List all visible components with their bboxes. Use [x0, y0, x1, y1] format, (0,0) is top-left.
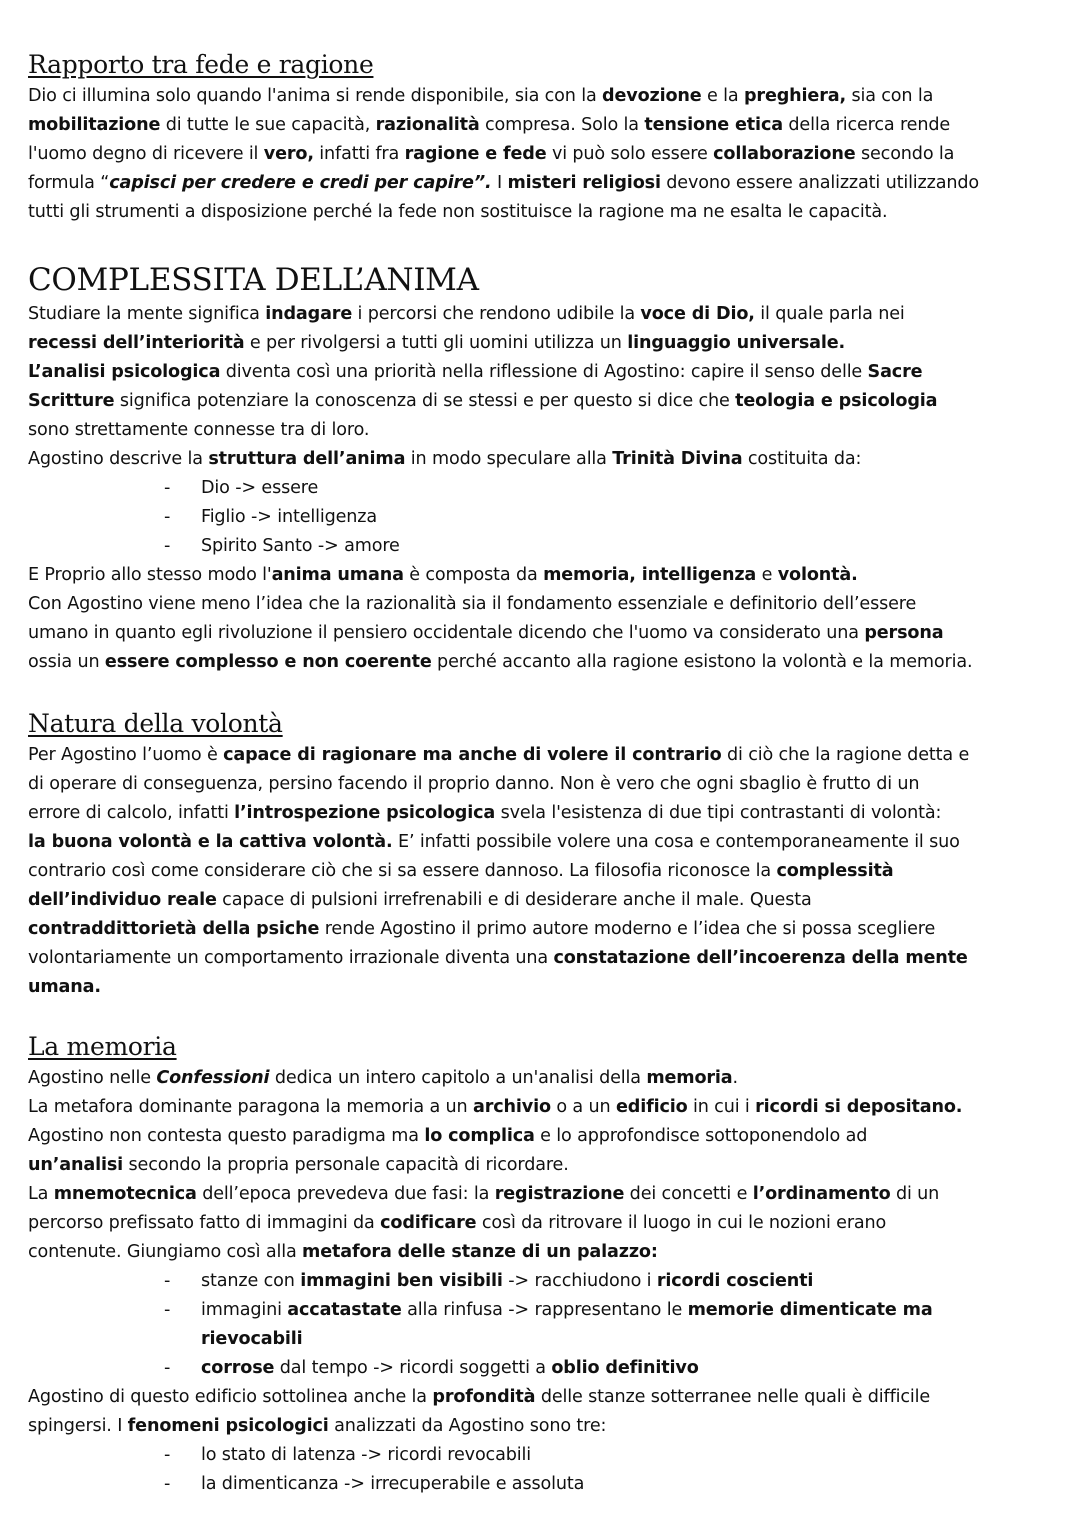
text-run: così da ritrovare il luogo in cui le nozioni erano — [476, 1213, 887, 1233]
text-run: Figlio -> intelligenza — [201, 507, 377, 527]
text-run: umano in quanto egli rivoluzione il pensiero occidentale dicendo che l'uomo va considerato una — [28, 623, 865, 643]
text-line — [28, 82, 1058, 111]
text-run: e — [756, 565, 778, 585]
bold-text: razionalità — [375, 115, 480, 135]
text-run: perché accanto alla ragione esistono la volontà e la memoria. — [431, 652, 973, 672]
text-run: e la — [701, 86, 744, 106]
bold-text: Scritture — [28, 391, 115, 411]
text-run: Dio -> essere — [201, 478, 319, 498]
text-run: dedica un intero capitolo a un'analisi della — [269, 1068, 647, 1088]
bold-text: capace di ragionare ma anche di volere il contrario — [223, 745, 722, 765]
text-run: o a un — [550, 1097, 616, 1117]
text-run: La metafora dominante paragona la memoria a un — [28, 1097, 474, 1117]
heading-fede-ragione: Rapporto tra fede e ragione — [28, 50, 374, 79]
text-run: alla rinfusa -> rappresentano le — [401, 1300, 688, 1320]
bold-text: misteri religiosi — [507, 173, 661, 193]
bold-text: memorie dimenticate ma — [687, 1300, 933, 1320]
text-run: Agostino nelle — [28, 1068, 157, 1088]
document-page — [28, 48, 1058, 1499]
text-line — [28, 770, 1058, 799]
text-run: percorso prefissato fatto di immagini da — [28, 1213, 381, 1233]
bold-text: mobilitazione — [28, 115, 161, 135]
bold-text: profondità — [432, 1387, 536, 1407]
bold-text: voce di Dio, — [640, 304, 755, 324]
text-run: Agostino di questo edificio sottolinea anche la — [28, 1387, 433, 1407]
bold-text: metafora delle stanze di un palazzo: — [302, 1242, 658, 1262]
text-run: E’ infatti possibile volere una cosa e contemporaneamente il suo — [392, 832, 960, 852]
bold-text: accatastate — [287, 1300, 402, 1320]
text-run: sono strettamente connesse tra di loro. — [28, 420, 370, 440]
list-fenomeni-psicologici — [28, 1441, 1058, 1499]
text-line — [28, 828, 1058, 857]
bold-text: L’analisi psicologica — [28, 362, 221, 382]
bold-text: Trinità Divina — [612, 449, 743, 469]
paragraph-fede-ragione — [28, 82, 1058, 227]
text-run: I — [491, 173, 508, 193]
text-line — [28, 619, 1058, 648]
bold-text: persona — [864, 623, 944, 643]
text-line — [28, 169, 1058, 198]
list-item — [28, 1470, 1058, 1499]
bold-text: edificio — [615, 1097, 688, 1117]
dash-bullet-icon: - — [164, 1445, 171, 1465]
text-line — [28, 741, 1058, 770]
text-line — [28, 1180, 1058, 1209]
text-run: La — [28, 1184, 54, 1204]
text-line — [28, 590, 1058, 619]
dash-bullet-icon: - — [164, 1474, 171, 1494]
bold-text: un’analisi — [28, 1155, 124, 1175]
text-run: Dio ci illumina solo quando l'anima si rende disponibile, sia con la — [28, 86, 603, 106]
list-item — [28, 1441, 1058, 1470]
text-run: contrario così come considerare ciò che si sa essere dannoso. La filosofia riconosce la — [28, 861, 777, 881]
text-run: rende Agostino il primo autore moderno e l’idea che si possa scegliere — [319, 919, 936, 939]
bold-text: devozione — [602, 86, 702, 106]
text-line — [28, 140, 1058, 169]
text-run: l'uomo degno di ricevere il — [28, 144, 264, 164]
bold-text: teologia e psicologia — [735, 391, 938, 411]
text-run: contenute. Giungiamo così alla — [28, 1242, 303, 1262]
text-line — [28, 886, 1058, 915]
text-run: E Proprio allo stesso modo l' — [28, 565, 272, 585]
bold-text: ragione e fede — [404, 144, 547, 164]
text-run: Con Agostino viene meno l’idea che la razionalità sia il fondamento essenziale e definitorio dell’essere — [28, 594, 917, 614]
text-line — [28, 329, 1058, 358]
list-item — [28, 1354, 1058, 1383]
text-line — [28, 358, 1058, 387]
bold-text: recessi dell’interiorità — [28, 333, 245, 353]
dash-bullet-icon: - — [164, 1300, 171, 1320]
text-run: il quale parla nei — [754, 304, 905, 324]
text-line — [28, 416, 1058, 445]
bold-text: tensione etica — [644, 115, 783, 135]
text-line — [28, 648, 1058, 677]
text-line — [28, 300, 1058, 329]
bold-text: l’ordinamento — [752, 1184, 891, 1204]
text-line — [28, 111, 1058, 140]
bold-text: constatazione dell’incoerenza della mente — [553, 948, 968, 968]
text-run: Per Agostino l’uomo è — [28, 745, 224, 765]
list-item — [28, 503, 1058, 532]
list-trinita — [28, 474, 1058, 561]
bold-text: lo complica — [424, 1126, 535, 1146]
text-run: ossia un — [28, 652, 105, 672]
text-run: spingersi. I — [28, 1416, 128, 1436]
text-run: delle stanze sotterranee nelle quali è difficile — [535, 1387, 931, 1407]
paragraph-memoria-intro — [28, 1064, 1058, 1267]
bold-text: volontà. — [777, 565, 858, 585]
text-line — [28, 1238, 1058, 1267]
bold-text: Sacre — [867, 362, 923, 382]
bold-text: mnemotecnica — [53, 1184, 197, 1204]
list-stanze-palazzo — [28, 1267, 1058, 1383]
bold-text: struttura dell’anima — [208, 449, 406, 469]
text-run: analizzati da Agostino sono tre: — [328, 1416, 607, 1436]
bold-text: ricordi coscienti — [656, 1271, 814, 1291]
heading-complessita-anima: COMPLESSITA DELL’ANIMA — [28, 262, 479, 298]
text-run: infatti fra — [313, 144, 405, 164]
dash-bullet-icon: - — [164, 1358, 171, 1378]
text-run: i percorsi che rendono udibile la — [352, 304, 641, 324]
text-run: in cui i — [687, 1097, 756, 1117]
paragraph-natura-volonta — [28, 741, 1058, 1002]
bold-text: indagare — [265, 304, 353, 324]
text-line — [28, 857, 1058, 886]
text-run: in modo speculare alla — [405, 449, 613, 469]
text-run: la dimenticanza -> irrecuperabile e assoluta — [201, 1474, 585, 1494]
text-run: errore di calcolo, infatti — [28, 803, 235, 823]
text-run: -> racchiudono i — [502, 1271, 657, 1291]
text-line — [28, 198, 1058, 227]
text-line — [28, 915, 1058, 944]
text-line — [28, 561, 1058, 590]
text-run: di tutte le sue capacità, — [160, 115, 376, 135]
text-run: dei concetti e — [624, 1184, 753, 1204]
text-run: capace di pulsioni irrefrenabili e di desiderare anche il male. Questa — [216, 890, 812, 910]
text-line — [28, 1064, 1058, 1093]
text-run: è composta da — [403, 565, 544, 585]
bold-text: anima umana — [271, 565, 404, 585]
bold-text: dell’individuo reale — [28, 890, 217, 910]
text-run: costituita da: — [742, 449, 862, 469]
bold-text: complessità — [776, 861, 894, 881]
text-line — [28, 973, 1058, 1002]
bold-text: vero, — [263, 144, 314, 164]
text-line — [28, 387, 1058, 416]
bold-text: l’introspezione psicologica — [234, 803, 496, 823]
text-run: di un — [890, 1184, 940, 1204]
text-run: Studiare la mente significa — [28, 304, 266, 324]
text-run: immagini — [201, 1300, 288, 1320]
text-run: Agostino non contesta questo paradigma ma — [28, 1126, 425, 1146]
text-run: e lo approfondisce sottoponendolo ad — [534, 1126, 868, 1146]
text-line — [28, 944, 1058, 973]
bold-italic-text: capisci per credere e credi per capire”. — [109, 173, 492, 193]
bold-italic-text: Confessioni — [156, 1068, 270, 1088]
text-line — [28, 1412, 1058, 1441]
text-line — [28, 1383, 1058, 1412]
text-run: e per rivolgersi a tutti gli uomini utilizza un — [244, 333, 628, 353]
text-run: dell’epoca prevedeva due fasi: la — [196, 1184, 495, 1204]
text-run: formula “ — [28, 173, 110, 193]
text-run: diventa così una priorità nella riflessione di Agostino: capire il senso delle — [220, 362, 868, 382]
text-run: sia con la — [846, 86, 934, 106]
bold-text: memoria, intelligenza — [543, 565, 757, 585]
text-run: secondo la propria personale capacità di ricordare. — [123, 1155, 569, 1175]
list-item — [28, 474, 1058, 503]
bold-text: ricordi si depositano. — [755, 1097, 963, 1117]
dash-bullet-icon: - — [164, 536, 171, 556]
bold-text: oblio definitivo — [551, 1358, 699, 1378]
bold-text: rievocabili — [201, 1329, 303, 1349]
text-run: svela l'esistenza di due tipi contrastanti di volontà: — [495, 803, 942, 823]
paragraph-complessita-anima-umana — [28, 561, 1058, 677]
bold-text: fenomeni psicologici — [127, 1416, 329, 1436]
text-line — [28, 445, 1058, 474]
text-line — [28, 1093, 1058, 1122]
text-run: lo stato di latenza -> ricordi revocabili — [201, 1445, 531, 1465]
text-run: stanze con — [201, 1271, 301, 1291]
bold-text: codificare — [380, 1213, 477, 1233]
list-item — [28, 1325, 1058, 1354]
text-run: vi può solo essere — [546, 144, 714, 164]
list-item — [28, 1296, 1058, 1325]
bold-text: essere complesso e non coerente — [104, 652, 432, 672]
paragraph-complessita-intro — [28, 300, 1058, 474]
text-run: . — [732, 1068, 738, 1088]
text-run: volontariamente un comportamento irrazionale diventa una — [28, 948, 554, 968]
text-run: di operare di conseguenza, persino facendo il proprio danno. Non è vero che ogni sbaglio è frutto di un — [28, 774, 920, 794]
text-line — [28, 799, 1058, 828]
bold-text: collaborazione — [713, 144, 856, 164]
text-line — [28, 1209, 1058, 1238]
text-run: tutti gli strumenti a disposizione perché la fede non sostituisce la ragione ma ne esalta le capacità. — [28, 202, 888, 222]
bold-text: immagini ben visibili — [300, 1271, 503, 1291]
text-run: della ricerca rende — [782, 115, 951, 135]
paragraph-memoria-profondita — [28, 1383, 1058, 1441]
bold-text: memoria — [646, 1068, 733, 1088]
heading-natura-volonta: Natura della volontà — [28, 709, 283, 738]
bold-text: corrose — [201, 1358, 275, 1378]
bold-text: preghiera, — [743, 86, 847, 106]
text-run: dal tempo -> ricordi soggetti a — [274, 1358, 552, 1378]
dash-bullet-icon: - — [164, 478, 171, 498]
text-run: significa potenziare la conoscenza di se stessi e per questo si dice che — [114, 391, 736, 411]
text-run: secondo la — [855, 144, 955, 164]
bold-text: umana. — [28, 977, 101, 997]
text-line — [28, 1151, 1058, 1180]
bold-text: la buona volontà e la cattiva volontà. — [28, 832, 393, 852]
bold-text: registrazione — [494, 1184, 625, 1204]
bold-text: contraddittorietà della psiche — [28, 919, 320, 939]
list-item — [28, 532, 1058, 561]
list-item — [28, 1267, 1058, 1296]
text-run: Agostino descrive la — [28, 449, 209, 469]
text-line — [28, 1122, 1058, 1151]
bold-text: archivio — [473, 1097, 551, 1117]
bold-text: linguaggio universale. — [627, 333, 846, 353]
text-run: Spirito Santo -> amore — [201, 536, 400, 556]
text-run: di ciò che la ragione detta e — [721, 745, 970, 765]
dash-bullet-icon: - — [164, 1271, 171, 1291]
heading-la-memoria: La memoria — [28, 1032, 177, 1061]
text-run: compresa. Solo la — [479, 115, 645, 135]
dash-bullet-icon: - — [164, 507, 171, 527]
text-run: devono essere analizzati utilizzando — [660, 173, 979, 193]
